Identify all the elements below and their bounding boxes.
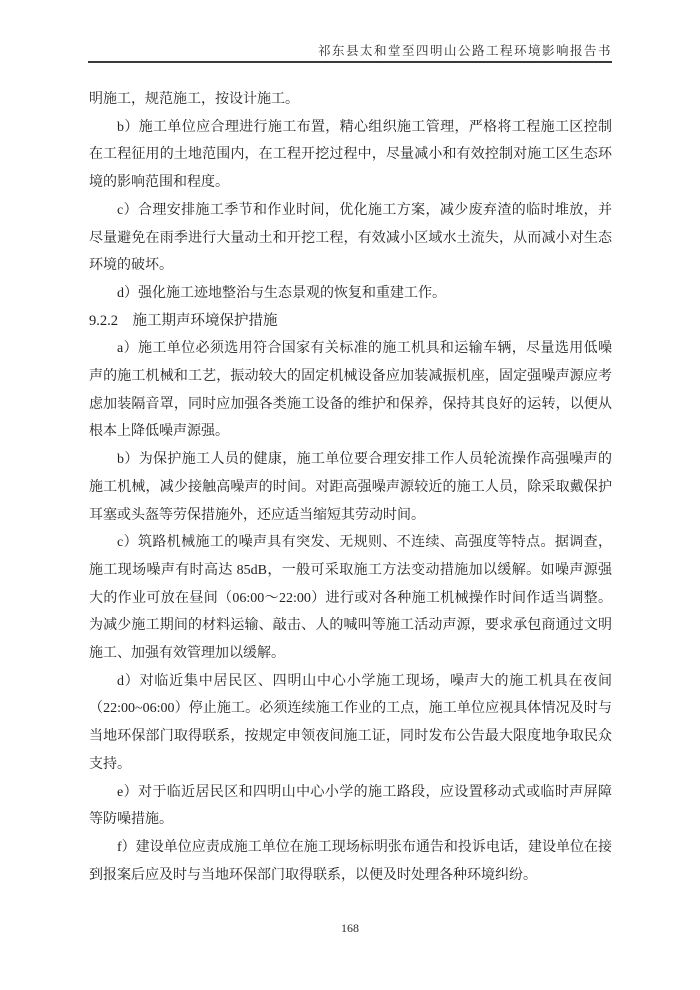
paragraph: a）施工单位必须选用符合国家有关标准的施工机具和运输车辆，尽量选用低噪声的施工机械和工艺，振动较大的固定机械设备应加装减振机座，固定强噪声源应考虑加装隔音罩，同时应加强各类施工设备的维护和保养，保持其良好的运转，以便从根本上降低噪声源强。	[89, 341, 612, 440]
section-heading: 9.2.2 施工期声环境保护措施	[89, 312, 278, 329]
header-divider	[88, 61, 612, 63]
page-number: 168	[341, 921, 359, 935]
paragraph: b）为保护施工人员的健康，施工单位要合理安排工作人员轮流操作高强噪声的施工机械，减少接触高噪声的时间。对距高强噪声源较近的施工人员，除采取戴保护耳塞或头盔等劳保措施外，还应适当缩短其劳动时间。	[89, 452, 612, 523]
paragraph: b）施工单位应合理进行施工布置，精心组织施工管理，严格将工程施工区控制在工程征用的土地范围内，在工程开挖过程中，尽量减小和有效控制对施工区生态环境的影响范围和程度。	[89, 119, 612, 191]
paragraph: e）对于临近居民区和四明山中心小学的施工路段，应设置移动式或临时声屏障等防噪措施。	[89, 784, 612, 828]
paragraph: d）对临近集中居民区、四明山中心小学施工现场，噪声大的施工机具在夜间（22:00~06:00）停止施工。必须连续施工作业的工点，施工单位应视具体情况及时与当地环保部门取得联系，按规定申领夜间施工证，同时发布公告最大限度地争取民众支持。	[89, 673, 612, 772]
paragraph: d）强化施工迹地整治与生态景观的恢复和重建工作。	[117, 285, 446, 301]
running-header-title: 祁东县太和堂至四明山公路工程环境影响报告书	[317, 44, 612, 58]
paragraph: 明施工，规范施工，按设计施工。	[89, 92, 299, 107]
paragraph: c）筑路机械施工的噪声具有突发、无规则、不连续、高强度等特点。据调查，施工现场噪声有时高达 85dB，一般可采取施工方法变动措施加以缓解。如噪声源强大的作业可放在昼间（06:00～22:00）进行或对各种施工机械操作时间作适当调整。为减少施工期间的材料运输、敲击、人的喊叫等施工活动声源，要求承包商通过文明施工、加强有效管理加以缓解。	[89, 535, 612, 662]
document-body	[89, 86, 612, 889]
paragraph: f）建设单位应责成施工单位在施工现场标明张布通告和投诉电话，建设单位在接到报案后应及时与当地环保部门取得联系，以便及时处理各种环境纠纷。	[89, 839, 612, 883]
paragraph: c）合理安排施工季节和作业时间，优化施工方案，减少废弃渣的临时堆放，并尽量避免在雨季进行大量动土和开挖工程，有效减小区域水土流失，从而减小对生态环境的破坏。	[89, 202, 612, 274]
